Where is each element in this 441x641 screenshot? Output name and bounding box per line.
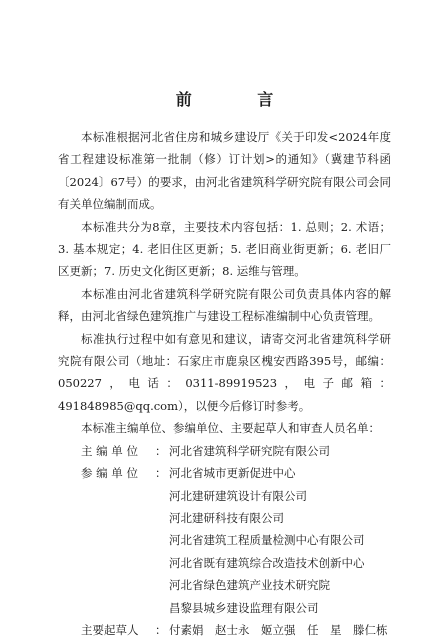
- main-drafters-label: 主要起草人: [81, 622, 139, 637]
- drafter-names: 付素娟 赵士永 姬立强 任 星 滕仁栋: [169, 622, 388, 637]
- participating-unit: 河北省建筑工程质量检测中心有限公司: [169, 533, 365, 548]
- chief-unit-separator: ：: [155, 443, 167, 458]
- paragraph-interpretation: 本标准由河北省建筑科学研究院有限公司负责具体内容的解释，由河北省绿色建筑推广与建设工程标准编制中心负责管理。: [58, 286, 391, 324]
- participating-units-values: [169, 462, 391, 619]
- main-drafters-values: [169, 619, 391, 641]
- paragraph-list-intro: 本标准主编单位、参编单位、主要起草人和审查人员名单：: [81, 421, 380, 436]
- page-title: 前 言: [175, 90, 304, 109]
- participating-unit: 河北省绿色建筑产业技术研究院: [169, 578, 330, 593]
- chief-unit-row: [58, 440, 391, 462]
- participating-units-row: [58, 462, 391, 619]
- chief-unit-values: [169, 440, 391, 462]
- main-drafters-row: [58, 619, 391, 641]
- participating-units-label: 参 编 单 位: [81, 466, 138, 481]
- chief-unit-label: 主 编 单 位: [81, 443, 138, 458]
- participating-unit: 河北建研科技有限公司: [169, 510, 284, 525]
- contributors-list: [58, 440, 391, 641]
- main-drafters-separator: ：: [155, 622, 167, 637]
- participating-unit: 昌黎县城乡建设监理有限公司: [169, 600, 319, 615]
- participating-unit: 河北省城市更新促进中心: [169, 466, 296, 481]
- foreword-body: [58, 126, 391, 440]
- paragraph-basis: 本标准根据河北省住房和城乡建设厅《关于印发<2024年度省工程建设标准第一批制（修）订计划>的通知》（冀建节科函〔2024〕67号）的要求，由河北省建筑科学研究院有限公司会同有关单位编制而成。: [58, 130, 391, 212]
- participating-unit: 河北建研建筑设计有限公司: [169, 488, 307, 503]
- participating-units-separator: ：: [155, 466, 167, 481]
- chief-unit-name: 河北省建筑科学研究院有限公司: [169, 443, 330, 458]
- paragraph-feedback: 标准执行过程中如有意见和建议，请寄交河北省建筑科学研究院有限公司（地址：石家庄市鹿泉区槐安西路395号，邮编：050227，电话：0311-89919523，电子邮箱：491848985@qq.com），以便今后修订时参考。: [58, 331, 391, 413]
- paragraph-contents: 本标准共分为8章，主要技术内容包括：1. 总则；2. 术语；3. 基本规定；4. 老旧住区更新；5. 老旧商业街更新；6. 老旧厂区更新；7. 历史文化街区更新；8. 运维与管理。: [58, 219, 391, 279]
- participating-unit: 河北省既有建筑综合改造技术创新中心: [169, 555, 365, 570]
